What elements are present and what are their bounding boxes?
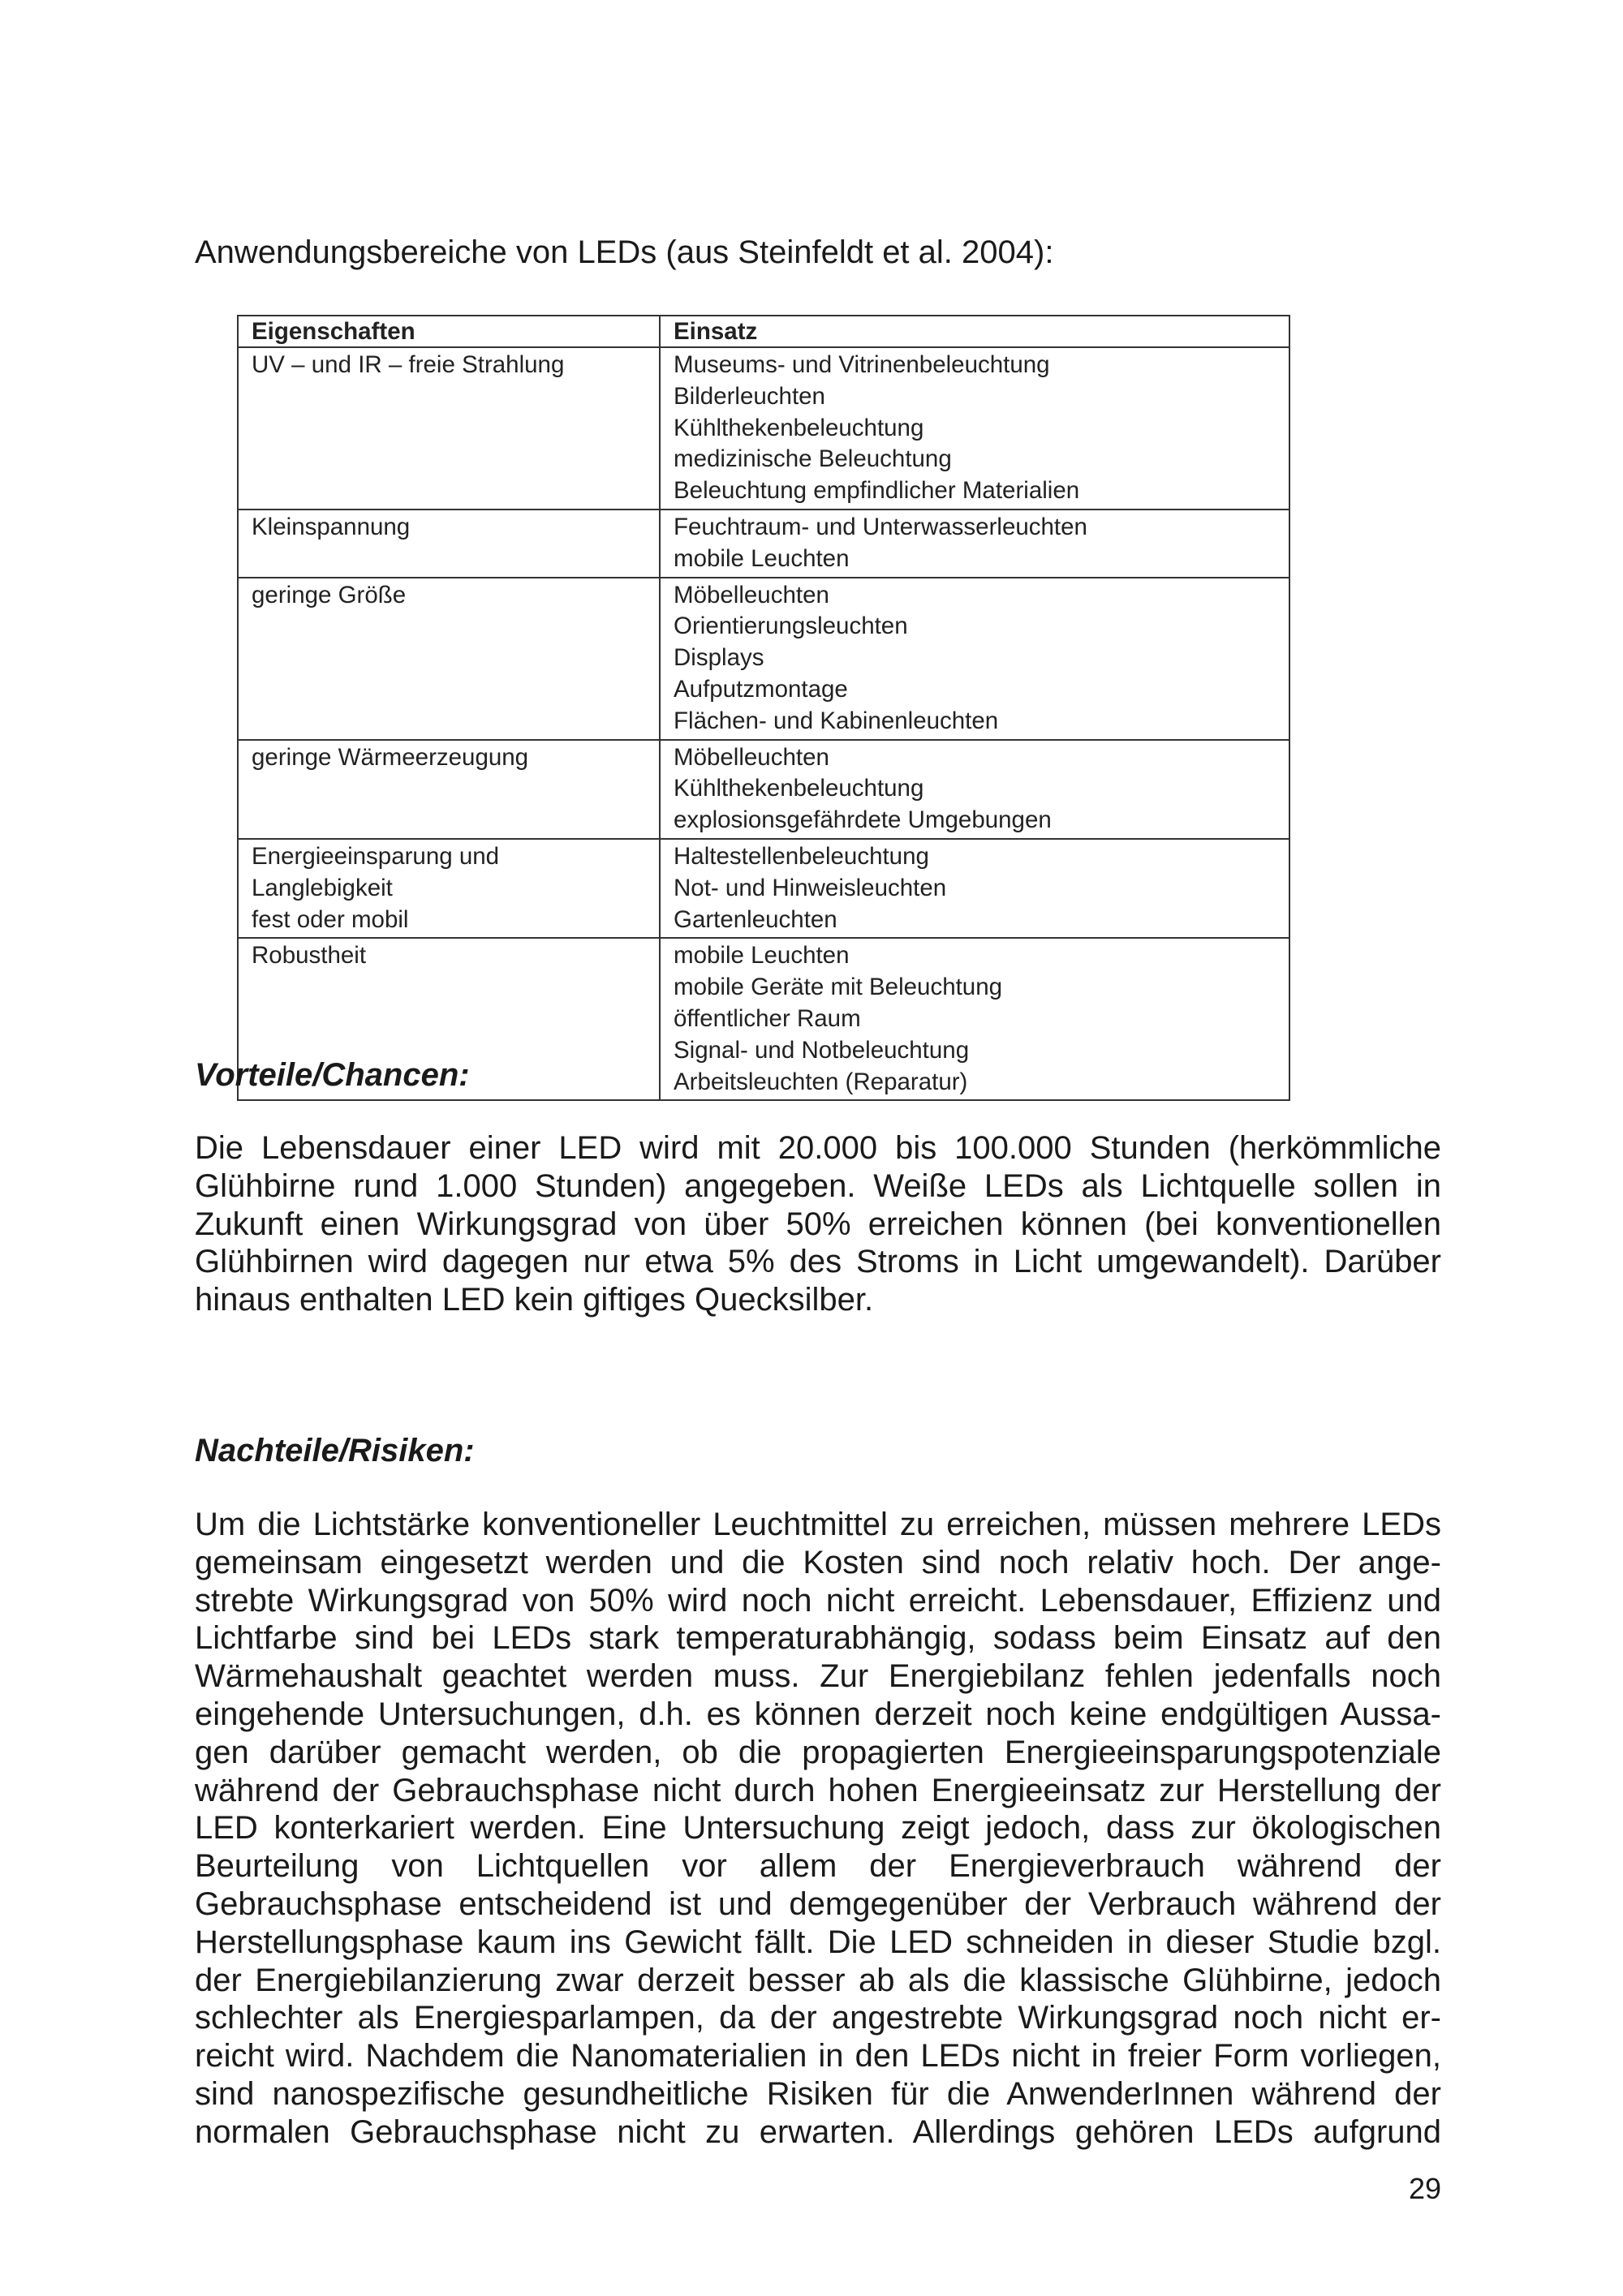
text-line: Glühbirnen wird dagegen nur etwa 5% des Stroms in Licht umgewandelt). Darüber — [195, 1244, 1441, 1280]
uses-cell — [660, 938, 1289, 1100]
text-line: normalen Gebrauchsphase nicht zu erwarten. Allerdings gehören LEDs aufgrund — [195, 2113, 1441, 2150]
property-cell — [238, 839, 660, 938]
led-applications-table-wrapper — [237, 315, 1289, 1101]
use-item: Möbelleuchten — [674, 581, 829, 608]
table-header-row — [238, 316, 1289, 347]
table-caption: Anwendungsbereiche von LEDs (aus Steinfeldt et al. 2004): — [195, 234, 1054, 270]
use-item: Signal- und Notbeleuchtung — [674, 1036, 970, 1064]
use-item: Kühlthekenbeleuchtung — [674, 775, 924, 802]
text-line: Um die Lichtstärke konventioneller Leuchtmittel zu erreichen, müssen mehrere LEDs — [195, 1507, 1441, 1542]
text-line: hinaus enthalten LED kein giftiges Quecksilber. — [195, 1282, 874, 1318]
use-item: Not- und Hinweisleuchten — [674, 874, 947, 901]
property-cell — [238, 740, 660, 839]
text-line: schlechter als Energiesparlampen, da der angestrebte Wirkungsgrad noch nicht er- — [195, 2000, 1441, 2036]
table-row — [238, 740, 1289, 839]
text-line: Glühbirne rund 1.000 Stunden) angegeben. Weiße LEDs als Lichtquelle sollen in — [195, 1167, 1441, 1204]
use-item: explosionsgefährdete Umgebungen — [674, 806, 1052, 834]
text-line: während der Gebrauchsphase nicht durch hohen Energieeinsatz zur Herstellung der — [195, 1772, 1441, 1808]
property-text: fest oder mobil — [252, 905, 409, 933]
text-line: Gebrauchsphase entscheidend ist und demgegenüber der Verbrauch während der — [195, 1885, 1441, 1922]
property-text: Langlebigkeit — [252, 874, 393, 901]
use-item: Flächen- und Kabinenleuchten — [674, 707, 999, 734]
property-cell — [238, 578, 660, 740]
use-item: Gartenleuchten — [674, 905, 837, 933]
text-line: reicht wird. Nachdem die Nanomaterialien in den LEDs nicht in freier Form vorliegen, — [195, 2038, 1441, 2075]
use-item: mobile Geräte mit Beleuchtung — [674, 974, 1003, 1001]
text-line: Wärmehaushalt geachtet werden muss. Zur Energiebilanz fehlen jedenfalls noch — [195, 1658, 1441, 1695]
disadvantages-heading: Nachteile/Risiken: — [195, 1433, 475, 1468]
use-item: Displays — [674, 644, 764, 672]
text-line: der Energiebilanzierung zwar derzeit besser ab als die klassische Glühbirne, jedoch — [195, 1962, 1441, 1998]
use-item: Museums- und Vitrinenbeleuchtung — [674, 351, 1050, 378]
property-text: Kleinspannung — [252, 513, 411, 540]
column-header-properties: Eigenschaften — [238, 316, 660, 347]
use-item: öffentlicher Raum — [674, 1004, 861, 1032]
table-row — [238, 839, 1289, 938]
text-line: Herstellungsphase kaum ins Gewicht fällt. Die LED schneiden in dieser Studie bzgl. — [195, 1924, 1441, 1960]
column-header-uses: Einsatz — [660, 316, 1289, 347]
use-item: medizinische Beleuchtung — [674, 445, 952, 473]
text-line: Die Lebensdauer einer LED wird mit 20.000 bis 100.000 Stunden (herkömmliche — [195, 1130, 1441, 1166]
use-item: Arbeitsleuchten (Reparatur) — [674, 1068, 968, 1095]
property-cell — [238, 347, 660, 510]
use-item: Feuchtraum- und Unterwasserleuchten — [674, 513, 1087, 540]
use-item: mobile Leuchten — [674, 942, 850, 970]
text-line: gemeinsam eingesetzt werden und die Kosten sind noch relativ hoch. Der ange- — [195, 1544, 1441, 1580]
advantages-heading: Vorteile/Chancen: — [195, 1057, 470, 1093]
table-row — [238, 347, 1289, 510]
uses-cell — [660, 578, 1289, 740]
led-applications-table — [237, 315, 1290, 1101]
text-line: Lichtfarbe sind bei LEDs stark temperaturabhängig, sodass beim Einsatz auf den — [195, 1620, 1441, 1657]
property-text: Robustheit — [252, 942, 367, 970]
text-line: gen darüber gemacht werden, ob die propagierten Energieeinsparungspotenziale — [195, 1734, 1441, 1770]
uses-cell — [660, 347, 1289, 510]
text-line: Zukunft einen Wirkungsgrad von über 50% erreichen können (bei konventionellen — [195, 1206, 1441, 1242]
uses-cell — [660, 740, 1289, 839]
use-item: Bilderleuchten — [674, 382, 825, 410]
use-item: Möbelleuchten — [674, 743, 829, 771]
property-text: geringe Größe — [252, 581, 407, 608]
disadvantages-paragraph — [195, 1506, 1441, 2152]
use-item: Aufputzmontage — [674, 675, 848, 703]
text-line: sind nanospezifische gesundheitliche Risiken für die AnwenderInnen während der — [195, 2075, 1441, 2112]
property-cell — [238, 510, 660, 578]
text-line: eingehende Untersuchungen, d.h. es können derzeit noch keine endgültigen Aussa- — [195, 1696, 1441, 1732]
table-row — [238, 510, 1289, 578]
uses-cell — [660, 839, 1289, 938]
use-item: Haltestellenbeleuchtung — [674, 842, 929, 870]
uses-cell — [660, 510, 1289, 578]
advantages-paragraph — [195, 1129, 1441, 1319]
table-row — [238, 578, 1289, 740]
use-item: Beleuchtung empfindlicher Materialien — [674, 477, 1080, 505]
property-text: Energieeinsparung und — [252, 842, 500, 870]
text-line: Beurteilung von Lichtquellen vor allem der Energieverbrauch während der — [195, 1848, 1441, 1885]
text-line: LED konterkariert werden. Eine Untersuchung zeigt jedoch, dass zur ökologischen — [195, 1810, 1441, 1847]
property-text: geringe Wärmeerzeugung — [252, 743, 529, 771]
property-text: UV – und IR – freie Strahlung — [252, 351, 565, 378]
text-line: strebte Wirkungsgrad von 50% wird noch nicht erreicht. Lebensdauer, Effizienz und — [195, 1582, 1441, 1619]
use-item: Orientierungsleuchten — [674, 613, 908, 640]
page-number: 29 — [1408, 2172, 1441, 2205]
use-item: mobile Leuchten — [674, 544, 850, 572]
use-item: Kühlthekenbeleuchtung — [674, 414, 924, 441]
